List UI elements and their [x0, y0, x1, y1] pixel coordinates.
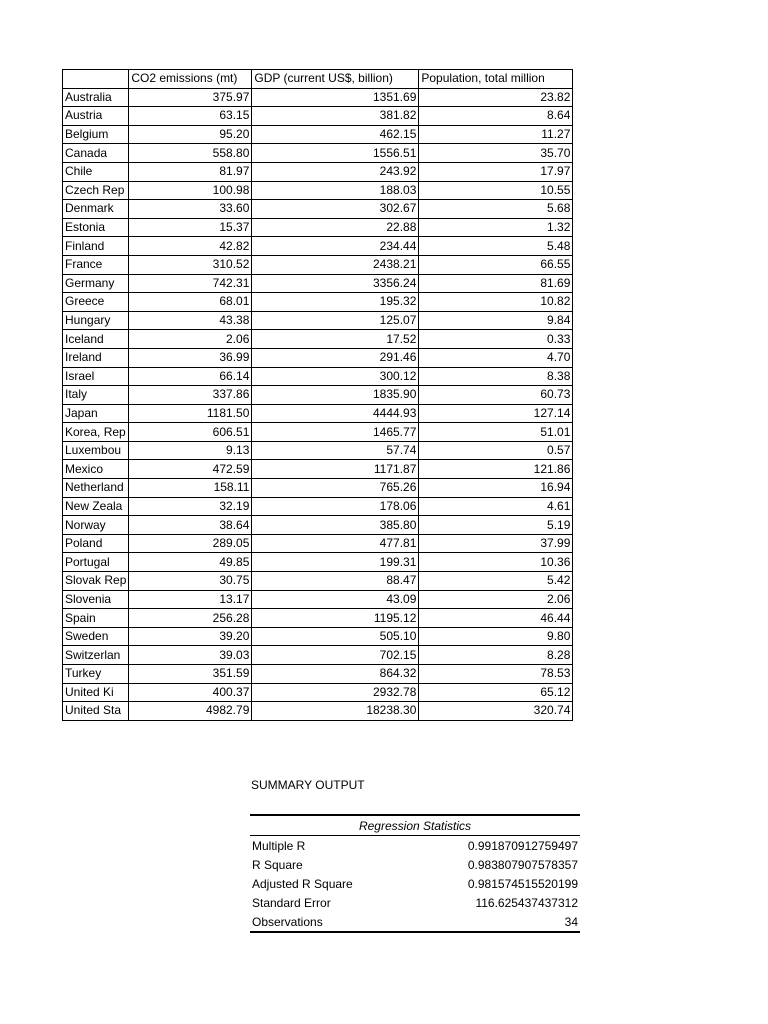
stat-value[interactable]: 0.981574515520199: [467, 876, 578, 891]
gdp-cell[interactable]: 3356.24: [252, 274, 419, 293]
country-cell[interactable]: Slovenia: [63, 590, 129, 609]
population-cell[interactable]: 65.12: [419, 683, 573, 702]
table-row: [63, 88, 573, 107]
table-row: [63, 516, 573, 535]
co2-cell[interactable]: 289.05: [129, 534, 252, 553]
population-cell[interactable]: 127.14: [419, 404, 573, 423]
gdp-cell[interactable]: 178.06: [252, 497, 419, 516]
co2-cell[interactable]: 13.17: [129, 590, 252, 609]
gdp-cell[interactable]: 17.52: [252, 330, 419, 349]
population-cell[interactable]: 0.57: [419, 441, 573, 460]
country-cell[interactable]: Turkey: [63, 665, 129, 684]
country-cell[interactable]: Iceland: [63, 330, 129, 349]
co2-cell[interactable]: 81.97: [129, 162, 252, 181]
population-cell[interactable]: 10.55: [419, 181, 573, 200]
population-cell[interactable]: 60.73: [419, 386, 573, 405]
table-row: [63, 293, 573, 312]
stat-label[interactable]: R Square: [252, 857, 303, 872]
co2-cell[interactable]: 100.98: [129, 181, 252, 200]
gdp-cell[interactable]: 243.92: [252, 162, 419, 181]
population-cell[interactable]: 4.61: [419, 497, 573, 516]
population-cell[interactable]: 5.42: [419, 572, 573, 591]
gdp-cell[interactable]: 22.88: [252, 218, 419, 237]
gdp-cell[interactable]: 234.44: [252, 237, 419, 256]
population-cell[interactable]: 1.32: [419, 218, 573, 237]
regression-stats-heading[interactable]: Regression Statistics: [250, 815, 580, 836]
country-cell[interactable]: Chile: [63, 162, 129, 181]
country-cell[interactable]: Ireland: [63, 348, 129, 367]
country-cell[interactable]: United Sta: [63, 702, 129, 721]
population-cell[interactable]: 2.06: [419, 590, 573, 609]
table-row: [63, 367, 573, 386]
table-row: [63, 609, 573, 628]
co2-cell[interactable]: 63.15: [129, 107, 252, 126]
gdp-cell[interactable]: 302.67: [252, 200, 419, 219]
gdp-cell[interactable]: 381.82: [252, 107, 419, 126]
table-row: [63, 460, 573, 479]
regression-stats-table: [250, 814, 580, 933]
co2-cell[interactable]: 68.01: [129, 293, 252, 312]
stat-row: [250, 836, 580, 856]
gdp-cell[interactable]: 18238.30: [252, 702, 419, 721]
country-cell[interactable]: Belgium: [63, 125, 129, 144]
table-row: [63, 218, 573, 237]
table-row: [63, 107, 573, 126]
table-row: [63, 665, 573, 684]
co2-cell[interactable]: 15.37: [129, 218, 252, 237]
co2-cell[interactable]: 1181.50: [129, 404, 252, 423]
gdp-cell[interactable]: 300.12: [252, 367, 419, 386]
population-cell[interactable]: 320.74: [419, 702, 573, 721]
gdp-cell[interactable]: 2438.21: [252, 255, 419, 274]
population-cell[interactable]: 0.33: [419, 330, 573, 349]
population-cell[interactable]: 11.27: [419, 125, 573, 144]
country-cell[interactable]: Austria: [63, 107, 129, 126]
table-row: [63, 255, 573, 274]
table-row: [63, 627, 573, 646]
table-row: [63, 311, 573, 330]
gdp-cell[interactable]: 199.31: [252, 553, 419, 572]
co2-cell[interactable]: 43.38: [129, 311, 252, 330]
country-cell[interactable]: Australia: [63, 88, 129, 107]
population-cell[interactable]: 81.69: [419, 274, 573, 293]
stat-label[interactable]: Standard Error: [252, 895, 331, 910]
table-row: [63, 144, 573, 163]
country-cell[interactable]: Israel: [63, 367, 129, 386]
co2-cell[interactable]: 606.51: [129, 423, 252, 442]
gdp-cell[interactable]: 57.74: [252, 441, 419, 460]
country-cell[interactable]: Finland: [63, 237, 129, 256]
co2-cell[interactable]: 351.59: [129, 665, 252, 684]
header-population[interactable]: Population, total million: [419, 70, 573, 89]
country-cell[interactable]: France: [63, 255, 129, 274]
gdp-cell[interactable]: 505.10: [252, 627, 419, 646]
gdp-cell[interactable]: 1351.69: [252, 88, 419, 107]
population-cell[interactable]: 23.82: [419, 88, 573, 107]
co2-cell[interactable]: 472.59: [129, 460, 252, 479]
gdp-cell[interactable]: 4444.93: [252, 404, 419, 423]
table-row: [63, 423, 573, 442]
gdp-cell[interactable]: 385.80: [252, 516, 419, 535]
population-cell[interactable]: 46.44: [419, 609, 573, 628]
co2-cell[interactable]: 400.37: [129, 683, 252, 702]
country-cell[interactable]: Japan: [63, 404, 129, 423]
table-row: [63, 702, 573, 721]
gdp-cell[interactable]: 1556.51: [252, 144, 419, 163]
population-cell[interactable]: 35.70: [419, 144, 573, 163]
gdp-cell[interactable]: 291.46: [252, 348, 419, 367]
stat-label[interactable]: Multiple R: [252, 838, 306, 853]
population-cell[interactable]: 10.36: [419, 553, 573, 572]
gdp-cell[interactable]: 1835.90: [252, 386, 419, 405]
country-cell[interactable]: Portugal: [63, 553, 129, 572]
table-row: [63, 386, 573, 405]
co2-cell[interactable]: 32.19: [129, 497, 252, 516]
stat-value[interactable]: 116.625437437312: [475, 895, 578, 910]
country-cell[interactable]: Luxembou: [63, 441, 129, 460]
data-table: [62, 69, 573, 721]
co2-cell[interactable]: 66.14: [129, 367, 252, 386]
country-cell[interactable]: Korea, Rep: [63, 423, 129, 442]
table-row: [63, 572, 573, 591]
table-row: [63, 497, 573, 516]
gdp-cell[interactable]: 1465.77: [252, 423, 419, 442]
co2-cell[interactable]: 2.06: [129, 330, 252, 349]
table-row: [63, 479, 573, 498]
population-cell[interactable]: 78.53: [419, 665, 573, 684]
co2-cell[interactable]: 337.86: [129, 386, 252, 405]
stat-value[interactable]: 0.983807907578357: [467, 857, 578, 872]
gdp-cell[interactable]: 462.15: [252, 125, 419, 144]
table-row: [63, 441, 573, 460]
table-row: [63, 274, 573, 293]
gdp-cell[interactable]: 188.03: [252, 181, 419, 200]
gdp-cell[interactable]: 43.09: [252, 590, 419, 609]
table-row: [63, 553, 573, 572]
co2-cell[interactable]: 42.82: [129, 237, 252, 256]
gdp-cell[interactable]: 1171.87: [252, 460, 419, 479]
table-body: [63, 88, 573, 720]
co2-cell[interactable]: 158.11: [129, 479, 252, 498]
header-country[interactable]: [63, 70, 129, 89]
country-cell[interactable]: Sweden: [63, 627, 129, 646]
population-cell[interactable]: 5.19: [419, 516, 573, 535]
gdp-cell[interactable]: 125.07: [252, 311, 419, 330]
co2-cell[interactable]: 49.85: [129, 553, 252, 572]
gdp-cell[interactable]: 864.32: [252, 665, 419, 684]
header-row: [63, 70, 573, 89]
table-row: [63, 330, 573, 349]
co2-cell[interactable]: 36.99: [129, 348, 252, 367]
table-row: [63, 348, 573, 367]
co2-cell[interactable]: 95.20: [129, 125, 252, 144]
population-cell[interactable]: 9.84: [419, 311, 573, 330]
table-row: [63, 237, 573, 256]
table-row: [63, 590, 573, 609]
population-cell[interactable]: 8.64: [419, 107, 573, 126]
co2-cell[interactable]: 9.13: [129, 441, 252, 460]
summary-title: SUMMARY OUTPUT: [251, 778, 365, 792]
country-cell[interactable]: New Zeala: [63, 497, 129, 516]
population-cell[interactable]: 5.48: [419, 237, 573, 256]
stat-row: [250, 855, 580, 874]
population-cell[interactable]: 8.28: [419, 646, 573, 665]
co2-cell[interactable]: 256.28: [129, 609, 252, 628]
gdp-cell[interactable]: 477.81: [252, 534, 419, 553]
country-cell[interactable]: Czech Rep: [63, 181, 129, 200]
co2-cell[interactable]: 310.52: [129, 255, 252, 274]
country-cell[interactable]: Netherland: [63, 479, 129, 498]
stat-row: [250, 893, 580, 912]
table-row: [63, 162, 573, 181]
gdp-cell[interactable]: 702.15: [252, 646, 419, 665]
co2-cell[interactable]: 38.64: [129, 516, 252, 535]
country-cell[interactable]: Canada: [63, 144, 129, 163]
population-cell[interactable]: 37.99: [419, 534, 573, 553]
gdp-cell[interactable]: 2932.78: [252, 683, 419, 702]
population-cell[interactable]: 5.68: [419, 200, 573, 219]
gdp-cell[interactable]: 88.47: [252, 572, 419, 591]
co2-cell[interactable]: 39.20: [129, 627, 252, 646]
country-cell[interactable]: Spain: [63, 609, 129, 628]
country-cell[interactable]: United Ki: [63, 683, 129, 702]
co2-cell[interactable]: 4982.79: [129, 702, 252, 721]
co2-cell[interactable]: 39.03: [129, 646, 252, 665]
country-cell[interactable]: Norway: [63, 516, 129, 535]
country-cell[interactable]: Poland: [63, 534, 129, 553]
country-cell[interactable]: Italy: [63, 386, 129, 405]
table-row: [63, 404, 573, 423]
population-cell[interactable]: 16.94: [419, 479, 573, 498]
country-cell[interactable]: Slovak Rep: [63, 572, 129, 591]
header-co2[interactable]: CO2 emissions (mt): [129, 70, 252, 89]
table-row: [63, 200, 573, 219]
population-cell[interactable]: 10.82: [419, 293, 573, 312]
country-cell[interactable]: Switzerlan: [63, 646, 129, 665]
table-row: [63, 646, 573, 665]
stat-label[interactable]: Adjusted R Square: [252, 876, 353, 891]
co2-cell[interactable]: 30.75: [129, 572, 252, 591]
stat-row: [250, 874, 580, 893]
stat-label[interactable]: Observations: [250, 912, 415, 932]
co2-cell[interactable]: 558.80: [129, 144, 252, 163]
gdp-cell[interactable]: 765.26: [252, 479, 419, 498]
country-cell[interactable]: Mexico: [63, 460, 129, 479]
country-cell[interactable]: Hungary: [63, 311, 129, 330]
population-cell[interactable]: 51.01: [419, 423, 573, 442]
table-row: [63, 683, 573, 702]
co2-cell[interactable]: 375.97: [129, 88, 252, 107]
stat-value[interactable]: 0.991870912759497: [467, 838, 578, 853]
stat-value[interactable]: 34: [415, 912, 580, 932]
co2-cell[interactable]: 33.60: [129, 200, 252, 219]
stat-row: [250, 912, 580, 932]
gdp-cell[interactable]: 195.32: [252, 293, 419, 312]
country-cell[interactable]: Greece: [63, 293, 129, 312]
country-cell[interactable]: Denmark: [63, 200, 129, 219]
country-cell[interactable]: Estonia: [63, 218, 129, 237]
co2-cell[interactable]: 742.31: [129, 274, 252, 293]
gdp-cell[interactable]: 1195.12: [252, 609, 419, 628]
population-cell[interactable]: 4.70: [419, 348, 573, 367]
table-row: [63, 125, 573, 144]
population-cell[interactable]: 9.80: [419, 627, 573, 646]
table-row: [63, 181, 573, 200]
header-gdp[interactable]: GDP (current US$, billion): [252, 70, 419, 89]
population-cell[interactable]: 66.55: [419, 255, 573, 274]
population-cell[interactable]: 121.86: [419, 460, 573, 479]
population-cell[interactable]: 8.38: [419, 367, 573, 386]
population-cell[interactable]: 17.97: [419, 162, 573, 181]
country-cell[interactable]: Germany: [63, 274, 129, 293]
table-row: [63, 534, 573, 553]
